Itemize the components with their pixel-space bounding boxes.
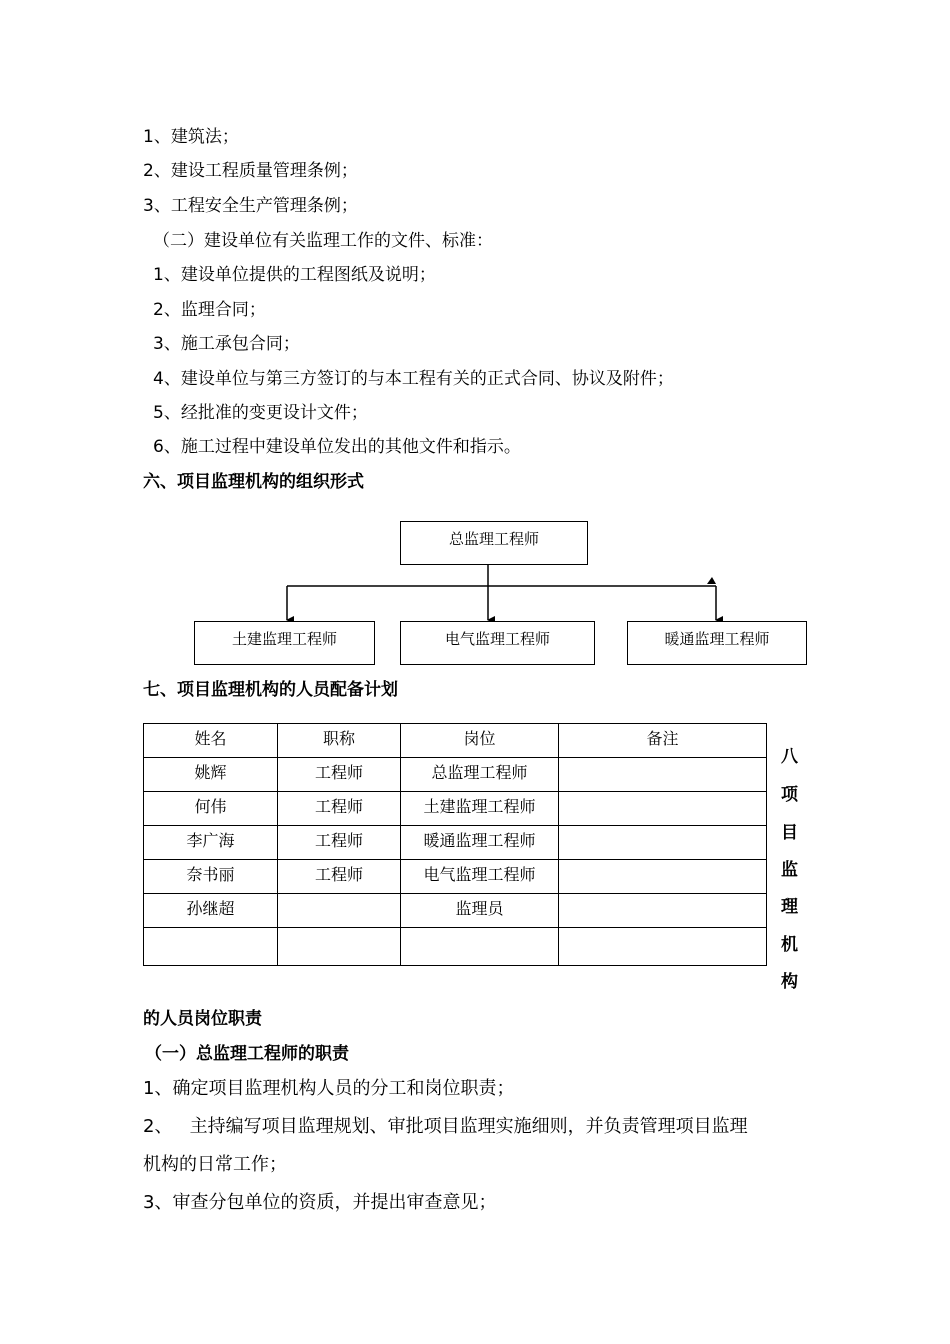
table-cell — [559, 860, 767, 894]
section8-vertical-char: 机 — [781, 935, 798, 955]
table-row — [144, 894, 767, 928]
chief-duty-item: 2、 主持编写项目监理规划、审批项目监理实施细则，并负责管理项目监理 — [143, 1116, 748, 1137]
owner-doc-item: 2、监理合同； — [153, 300, 266, 320]
org-box-electrical: 电气监理工程师 — [400, 621, 595, 665]
section8-vertical-char: 八 — [781, 747, 798, 767]
section8-vertical-char: 理 — [781, 897, 798, 917]
owner-doc-item: 3、施工承包合同； — [153, 334, 300, 354]
table-row — [144, 826, 767, 860]
table-cell — [559, 758, 767, 792]
table-cell: 土建监理工程师 — [401, 792, 559, 826]
table-cell: 李广海 — [144, 826, 278, 860]
table-cell — [278, 928, 401, 966]
chief-duty-item: 1、确定项目监理机构人员的分工和岗位职责； — [143, 1078, 515, 1099]
org-box-civil: 土建监理工程师 — [194, 621, 375, 665]
table-cell: 姚辉 — [144, 758, 278, 792]
law-item: 3、工程安全生产管理条例； — [143, 196, 358, 216]
section6-title: 六、项目监理机构的组织形式 — [143, 472, 364, 492]
table-header-cell: 姓名 — [144, 724, 278, 758]
table-header-row — [144, 724, 767, 758]
table-cell: 奈书丽 — [144, 860, 278, 894]
law-item: 1、建筑法； — [143, 127, 239, 147]
table-header-cell: 岗位 — [401, 724, 559, 758]
table-cell: 何伟 — [144, 792, 278, 826]
owner-doc-item: 5、经批准的变更设计文件； — [153, 403, 368, 423]
table-row — [144, 860, 767, 894]
owner-doc-item: 4、建设单位与第三方签订的与本工程有关的正式合同、协议及附件； — [153, 369, 674, 389]
arrow-head-icon — [707, 577, 716, 584]
section8-title-rest: 的人员岗位职责 — [143, 1009, 262, 1029]
table-cell: 工程师 — [278, 792, 401, 826]
table-cell — [559, 928, 767, 966]
owner-doc-item: 6、施工过程中建设单位发出的其他文件和指示。 — [153, 437, 521, 457]
table-row — [144, 758, 767, 792]
table-row — [144, 928, 767, 966]
table-cell: 电气监理工程师 — [401, 860, 559, 894]
table-cell: 工程师 — [278, 860, 401, 894]
section8-vertical-char: 目 — [781, 823, 798, 843]
table-cell: 工程师 — [278, 758, 401, 792]
owner-docs-heading: （二）建设单位有关监理工作的文件、标准： — [153, 231, 493, 251]
section8-vertical-char: 项 — [781, 785, 798, 805]
table-cell: 孙继超 — [144, 894, 278, 928]
table-cell: 监理员 — [401, 894, 559, 928]
table-cell — [559, 826, 767, 860]
table-cell — [401, 928, 559, 966]
table-cell — [559, 894, 767, 928]
section8-vertical-char: 监 — [781, 860, 798, 880]
table-cell: 暖通监理工程师 — [401, 826, 559, 860]
chief-duty-item: 3、审查分包单位的资质，并提出审查意见； — [143, 1192, 497, 1213]
table-cell — [144, 928, 278, 966]
owner-doc-item: 1、建设单位提供的工程图纸及说明； — [153, 265, 436, 285]
table-header-cell: 备注 — [559, 724, 767, 758]
staff-table — [143, 723, 767, 966]
table-cell: 工程师 — [278, 826, 401, 860]
section8-vertical-char: 构 — [781, 972, 798, 992]
table-header-cell: 职称 — [278, 724, 401, 758]
table-row — [144, 792, 767, 826]
table-cell — [278, 894, 401, 928]
org-box-chief: 总监理工程师 — [400, 521, 588, 565]
table-cell: 总监理工程师 — [401, 758, 559, 792]
chief-duties-heading: （一）总监理工程师的职责 — [145, 1044, 349, 1064]
section7-title: 七、项目监理机构的人员配备计划 — [143, 680, 398, 700]
org-box-hvac: 暖通监理工程师 — [627, 621, 807, 665]
chief-duty-item: 机构的日常工作； — [143, 1154, 287, 1175]
table-cell — [559, 792, 767, 826]
law-item: 2、建设工程质量管理条例； — [143, 161, 358, 181]
